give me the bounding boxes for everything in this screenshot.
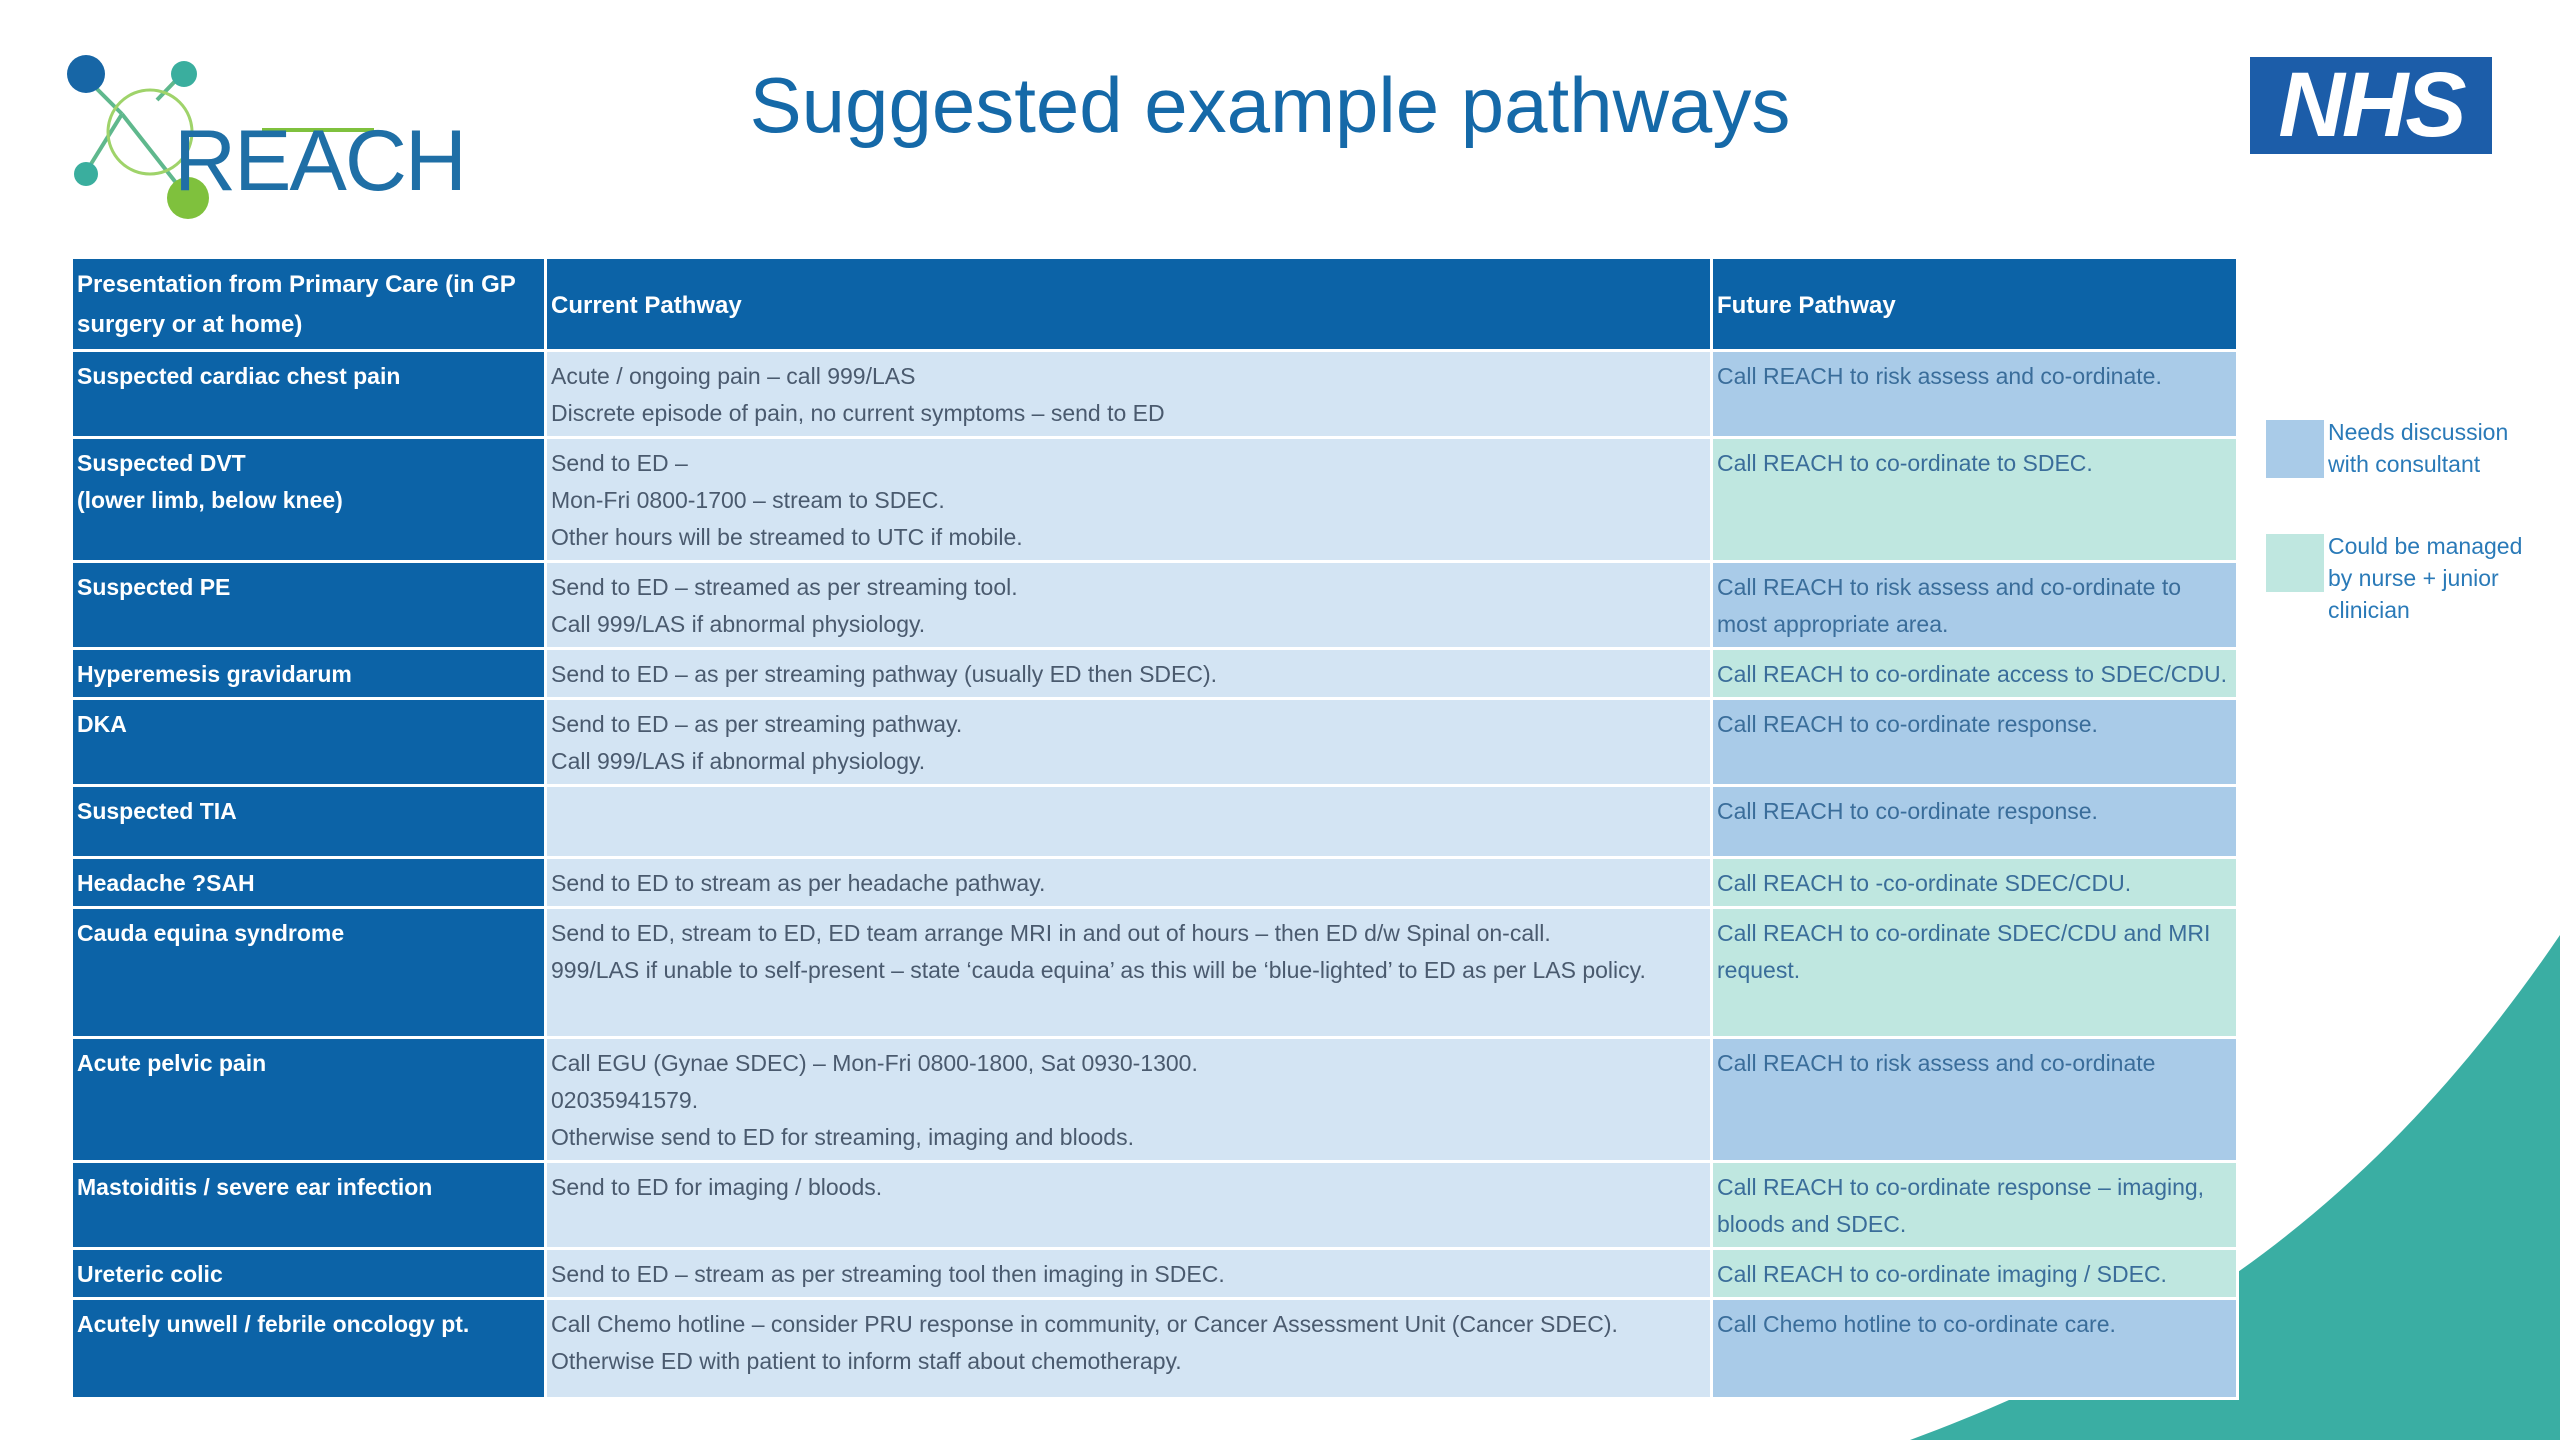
current-pathway-text: Send to ED, stream to ED, ED team arrange MRI in and out of hours – then ED d/w Spinal on-call. (551, 920, 1551, 946)
presentation-cell (72, 858, 546, 908)
future-pathway-cell: Call REACH to co-ordinate response – imaging, bloods and SDEC. (1712, 1162, 2238, 1249)
current-pathway-text: Other hours will be streamed to UTC if mobile. (551, 524, 1023, 550)
current-pathway-text: Acute / ongoing pain – call 999/LAS (551, 363, 916, 389)
presentation-cell (72, 1299, 546, 1399)
current-pathway-text: Call Chemo hotline – consider PRU response in community, or Cancer Assessment Unit (Cancer SDEC). (551, 1311, 1618, 1337)
current-pathway-cell (546, 786, 1712, 858)
legend-swatch-nurse (2266, 534, 2324, 592)
current-pathway-text: Mon-Fri 0800-1700 – stream to SDEC. (551, 487, 945, 513)
table-row (72, 649, 2238, 699)
future-pathway-cell: Call REACH to co-ordinate imaging / SDEC. (1712, 1249, 2238, 1299)
future-pathway-cell: Call REACH to co-ordinate response. (1712, 699, 2238, 786)
presentation-text: Acute pelvic pain (77, 1050, 267, 1076)
presentation-text: Suspected cardiac chest pain (77, 363, 401, 389)
presentation-text: Suspected TIA (77, 798, 237, 824)
current-pathway-text: Call 999/LAS if abnormal physiology. (551, 611, 926, 637)
table-row (72, 562, 2238, 649)
current-pathway-text: Send to ED to stream as per headache pathway. (551, 870, 1046, 896)
nhs-logo: NHS (2250, 57, 2492, 154)
current-pathway-text: Call EGU (Gynae SDEC) – Mon-Fri 0800-1800, Sat 0930-1300. (551, 1050, 1198, 1076)
future-pathway-cell: Call REACH to co-ordinate access to SDEC/CDU. (1712, 649, 2238, 699)
presentation-text: Ureteric colic (77, 1261, 223, 1287)
presentation-text: Acutely unwell / febrile oncology pt. (77, 1311, 470, 1337)
table-row (72, 1038, 2238, 1162)
presentation-cell (72, 786, 546, 858)
future-pathway-cell: Call Chemo hotline to co-ordinate care. (1712, 1299, 2238, 1399)
future-pathway-cell: Call REACH to co-ordinate to SDEC. (1712, 438, 2238, 562)
table-header-row (72, 258, 2238, 351)
future-pathway-cell: Call REACH to -co-ordinate SDEC/CDU. (1712, 858, 2238, 908)
table-row (72, 438, 2238, 562)
presentation-text: Suspected PE (77, 574, 231, 600)
table-row (72, 786, 2238, 858)
future-pathway-cell: Call REACH to co-ordinate response. (1712, 786, 2238, 858)
presentation-text: Hyperemesis gravidarum (77, 661, 352, 687)
table-row (72, 699, 2238, 786)
current-pathway-cell (546, 908, 1712, 1038)
table-row (72, 908, 2238, 1038)
presentation-cell (72, 562, 546, 649)
current-pathway-text: Otherwise send to ED for streaming, imaging and bloods. (551, 1124, 1134, 1150)
presentation-cell (72, 908, 546, 1038)
current-pathway-text: Otherwise ED with patient to inform staff about chemotherapy. (551, 1348, 1182, 1374)
current-pathway-text: Send to ED – as per streaming pathway (usually ED then SDEC). (551, 661, 1218, 687)
legend-swatch-consultant (2266, 420, 2324, 478)
presentation-cell (72, 649, 546, 699)
current-pathway-cell (546, 351, 1712, 438)
current-pathway-text: Send to ED – as per streaming pathway. (551, 711, 963, 737)
current-pathway-cell (546, 1299, 1712, 1399)
current-pathway-text: Discrete episode of pain, no current symptoms – send to ED (551, 400, 1165, 426)
presentation-text: DKA (77, 711, 127, 737)
reach-logo-text: REACH (174, 113, 466, 209)
presentation-cell (72, 351, 546, 438)
header-current-pathway: Current Pathway (546, 258, 1712, 351)
presentation-cell (72, 438, 546, 562)
current-pathway-cell (546, 438, 1712, 562)
presentation-cell (72, 1038, 546, 1162)
presentation-text: Suspected DVT (77, 450, 246, 476)
presentation-cell (72, 1162, 546, 1249)
current-pathway-cell (546, 858, 1712, 908)
current-pathway-cell (546, 1162, 1712, 1249)
current-pathway-text: 02035941579. (551, 1087, 699, 1113)
current-pathway-cell (546, 1249, 1712, 1299)
page-title: Suggested example pathways (749, 61, 1791, 149)
table-row (72, 351, 2238, 438)
current-pathway-text: 999/LAS if unable to self-present – state ‘cauda equina’ as this will be ‘blue-lighted’ to ED as per LAS policy. (551, 957, 1646, 983)
future-pathway-cell: Call REACH to risk assess and co-ordinate. (1712, 351, 2238, 438)
presentation-cell (72, 1249, 546, 1299)
legend-label-nurse: Could be managed by nurse + junior clinician (2328, 533, 2523, 623)
legend-label-consultant: Needs discussion with consultant (2328, 419, 2509, 477)
current-pathway-cell (546, 1038, 1712, 1162)
future-pathway-cell: Call REACH to risk assess and co-ordinate (1712, 1038, 2238, 1162)
presentation-cell (72, 699, 546, 786)
current-pathway-text: Send to ED – (551, 450, 688, 476)
pathways-table (70, 256, 2239, 1400)
current-pathway-text: Send to ED – stream as per streaming tool then imaging in SDEC. (551, 1261, 1225, 1287)
future-pathway-cell: Call REACH to risk assess and co-ordinate to most appropriate area. (1712, 562, 2238, 649)
current-pathway-cell (546, 649, 1712, 699)
current-pathway-text: Send to ED – streamed as per streaming tool. (551, 574, 1018, 600)
presentation-text: (lower limb, below knee) (77, 487, 343, 513)
current-pathway-text: Call 999/LAS if abnormal physiology. (551, 748, 926, 774)
future-pathway-cell: Call REACH to co-ordinate SDEC/CDU and MRI request. (1712, 908, 2238, 1038)
current-pathway-cell (546, 699, 1712, 786)
header-presentation: Presentation from Primary Care (in GP surgery or at home) (72, 258, 546, 351)
table-row (72, 1299, 2238, 1399)
current-pathway-text: Send to ED for imaging / bloods. (551, 1174, 883, 1200)
presentation-text: Mastoiditis / severe ear infection (77, 1174, 433, 1200)
table-row (72, 858, 2238, 908)
table-row (72, 1249, 2238, 1299)
presentation-text: Cauda equina syndrome (77, 920, 345, 946)
header-future-pathway: Future Pathway (1712, 258, 2238, 351)
current-pathway-cell (546, 562, 1712, 649)
table-row (72, 1162, 2238, 1249)
presentation-text: Headache ?SAH (77, 870, 255, 896)
